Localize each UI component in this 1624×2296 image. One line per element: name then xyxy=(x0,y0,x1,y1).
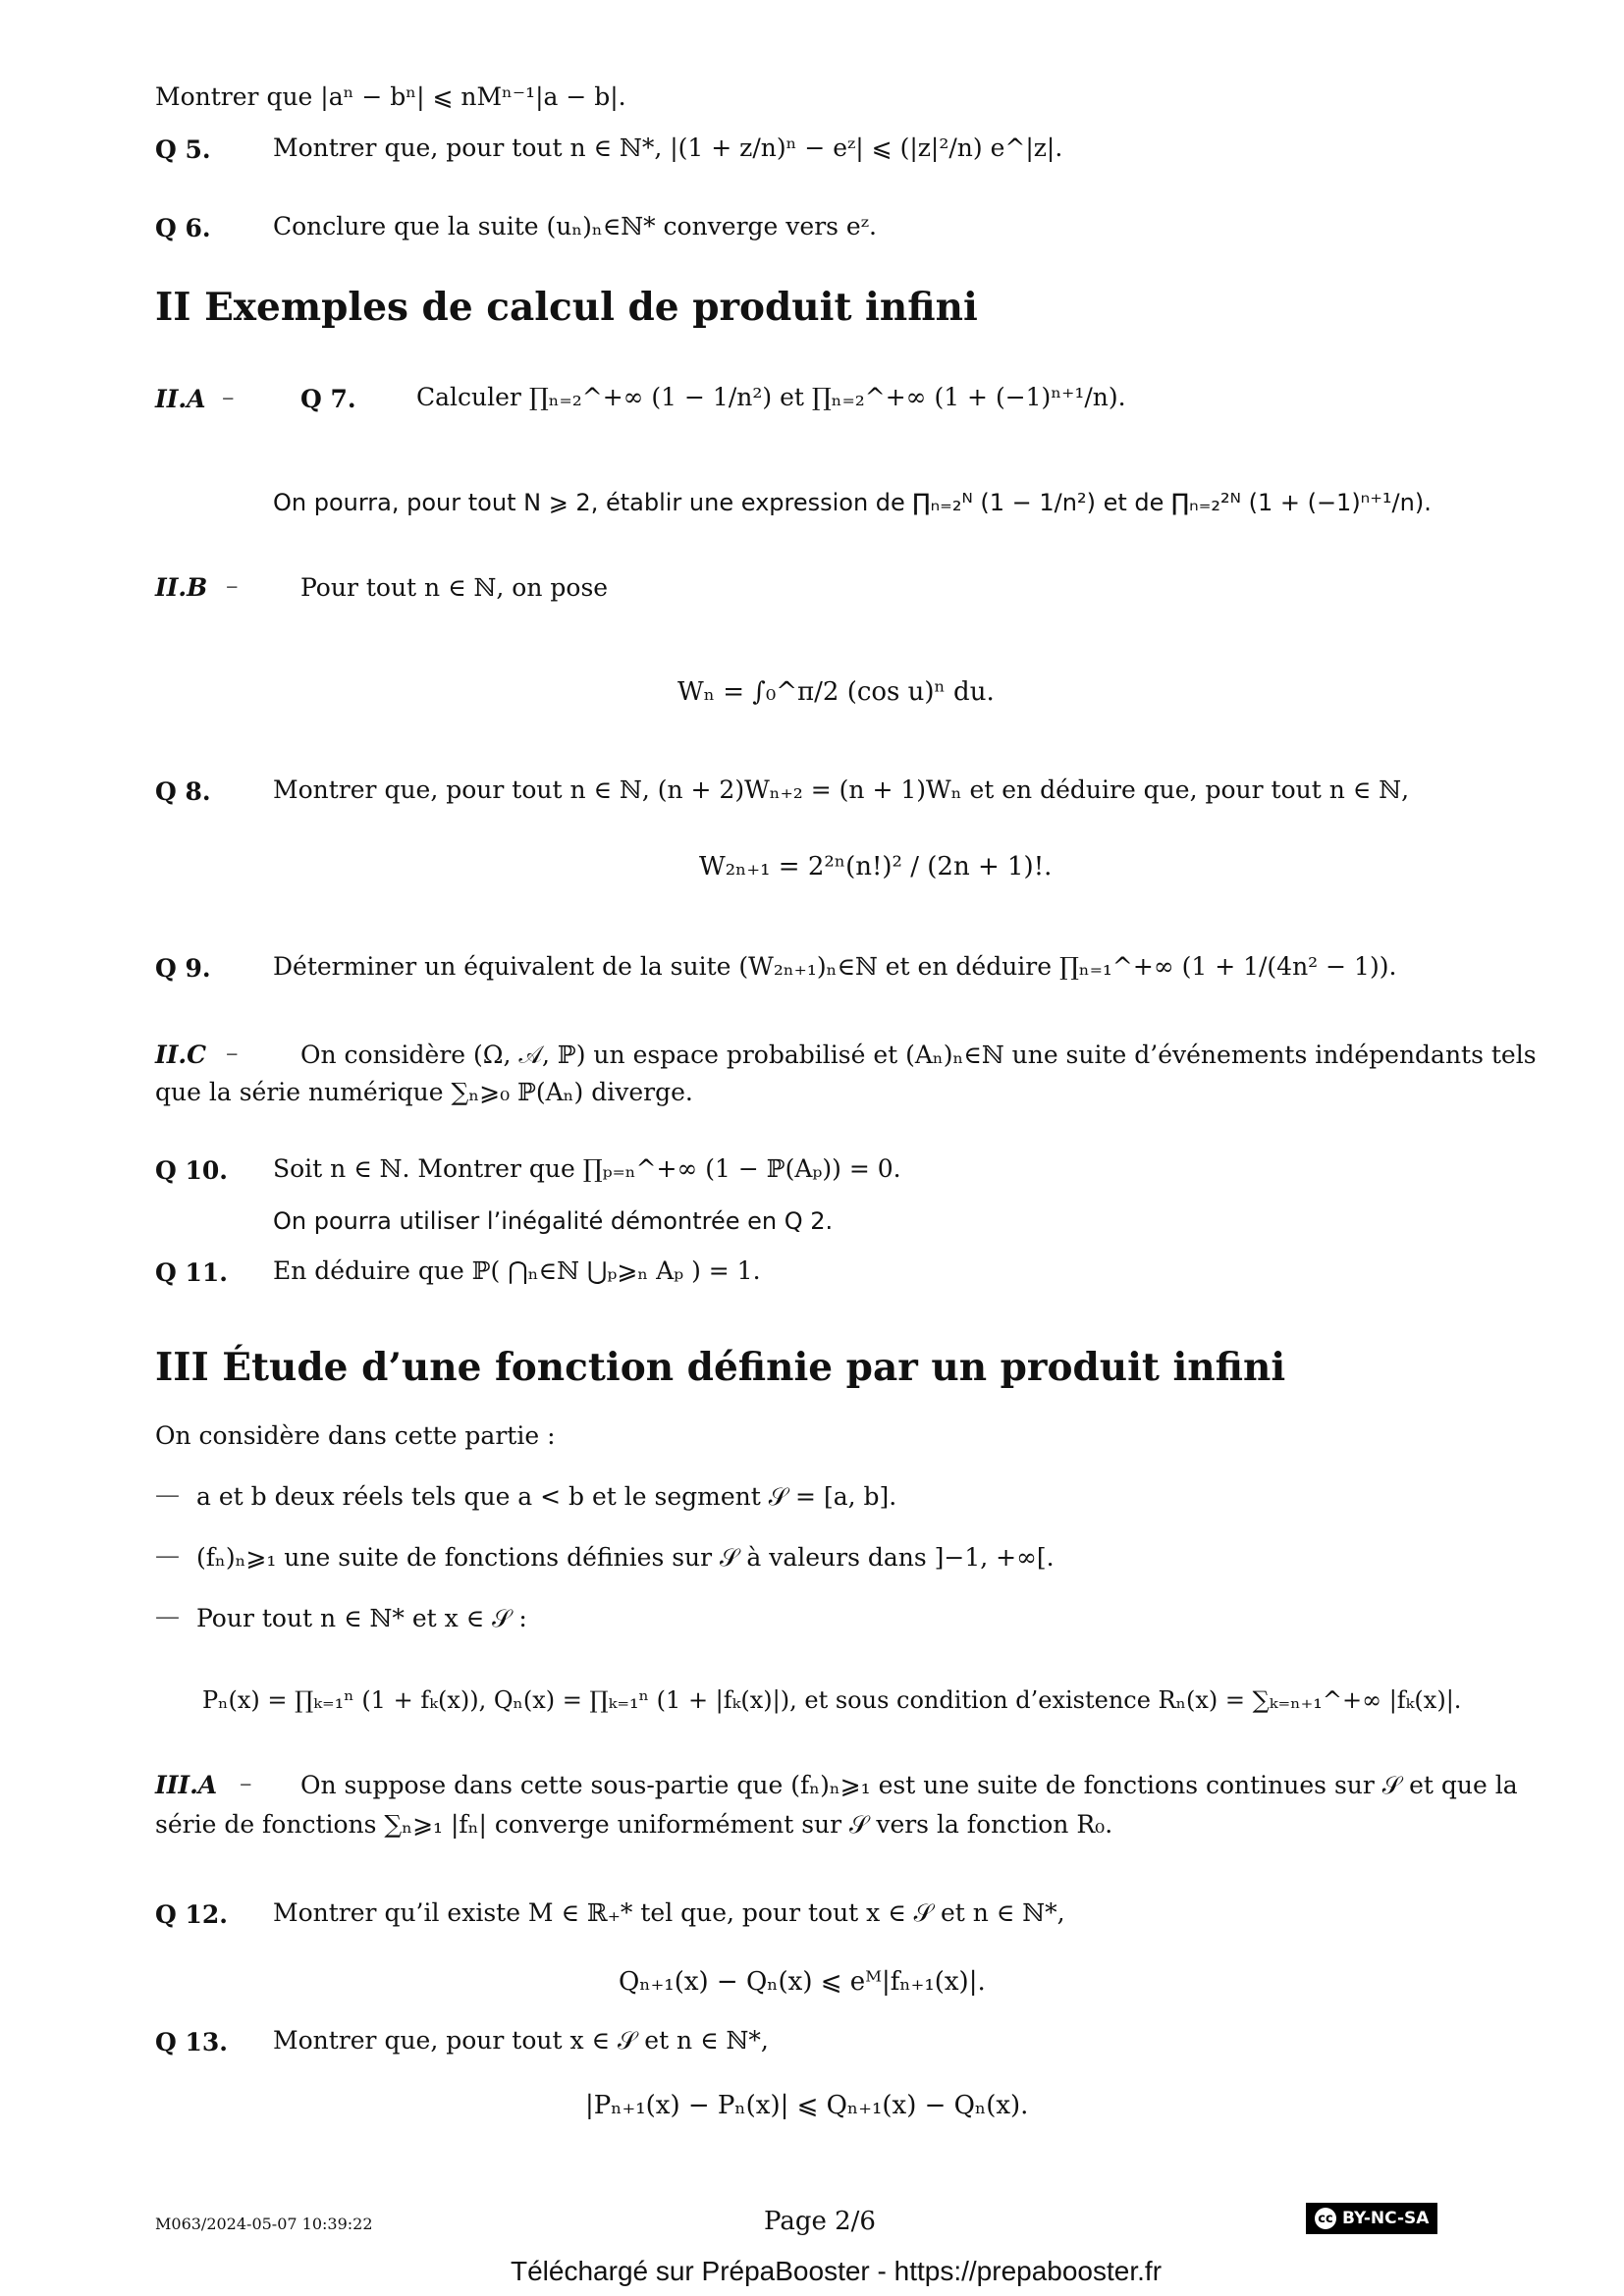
question-8-text: Montrer que, pour tout n ∈ ℕ, (n + 2)Wₙ₊₂ = (n + 1)Wₙ et en déduire que, pour tout n ∈ ℕ, xyxy=(273,775,1410,804)
question-label-6: Q 6. xyxy=(155,214,211,242)
equation-wn: Wₙ = ∫₀^π/2 (cos u)ⁿ du. xyxy=(677,677,995,707)
question-6-text: Conclure que la suite (uₙ)ₙ∈ℕ* converge vers eᶻ. xyxy=(273,212,877,240)
license-badge xyxy=(1306,2203,1437,2234)
subpart-dash: – xyxy=(240,1769,252,1797)
subpart-label-iib: II.B xyxy=(155,573,208,602)
subpart-label-iic: II.C xyxy=(155,1041,206,1069)
creative-commons-icon: cc xyxy=(1315,2208,1336,2229)
section-heading-3: III Étude d’une fonction définie par un produit infini xyxy=(155,1345,1286,1390)
subpart-iic-line-1: On considère (Ω, 𝒜, ℙ) un espace probabilisé et (Aₙ)ₙ∈ℕ une suite d’événements indépendants tels xyxy=(300,1041,1537,1069)
question-11-text: En déduire que ℙ( ⋂ₙ∈ℕ ⋃ₚ⩾ₙ Aₚ ) = 1. xyxy=(273,1256,761,1285)
part-3-intro: On considère dans cette partie : xyxy=(155,1421,556,1450)
question-5-text: Montrer que, pour tout n ∈ ℕ*, |(1 + z/n)ⁿ − eᶻ| ⩽ (|z|²/n) e^|z|. xyxy=(273,133,1063,162)
question-12-text: Montrer qu’il existe M ∈ ℝ₊* tel que, pour tout x ∈ 𝒮 et n ∈ ℕ*, xyxy=(273,1898,1065,1927)
document-code: M063/2024-05-07 10:39:22 xyxy=(155,2215,373,2233)
question-label-9: Q 9. xyxy=(155,954,211,983)
subpart-iiia-line-2: série de fonctions ∑ₙ⩾₁ |fₙ| converge uniformément sur 𝒮 vers la fonction R₀. xyxy=(155,1810,1113,1839)
page-number: Page 2/6 xyxy=(764,2207,876,2236)
section-heading-2: II Exemples de calcul de produit infini xyxy=(155,285,978,330)
equation-q12: Qₙ₊₁(x) − Qₙ(x) ⩽ eᴹ|fₙ₊₁(x)|. xyxy=(619,1967,986,1997)
subpart-dash: – xyxy=(226,571,239,600)
bullet-dash: — xyxy=(155,1480,180,1509)
equation-q13: |Pₙ₊₁(x) − Pₙ(x)| ⩽ Qₙ₊₁(x) − Qₙ(x). xyxy=(585,2091,1029,2120)
subpart-label-iia: II.A xyxy=(155,385,206,413)
question-7-text: Calculer ∏ₙ₌₂^+∞ (1 − 1/n²) et ∏ₙ₌₂^+∞ (1 + (−1)ⁿ⁺¹/n). xyxy=(416,383,1126,411)
bullet-item-1: a et b deux réels tels que a < b et le segment 𝒮 = [a, b]. xyxy=(196,1482,897,1511)
bullet-item-2: (fₙ)ₙ⩾₁ une suite de fonctions définies sur 𝒮 à valeurs dans ]−1, +∞[. xyxy=(196,1543,1055,1572)
question-13-text: Montrer que, pour tout x ∈ 𝒮 et n ∈ ℕ*, xyxy=(273,2026,769,2055)
equation-pn-qn-rn: Pₙ(x) = ∏ₖ₌₁ⁿ (1 + fₖ(x)), Qₙ(x) = ∏ₖ₌₁ⁿ (1 + |fₖ(x)|), et sous condition d’existence Rₙ(x) = ∑ₖ₌ₙ₊₁^+∞ |fₖ(x)|. xyxy=(202,1686,1462,1714)
subpart-dash: – xyxy=(222,383,235,411)
subpart-iic-line-2: que la série numérique ∑ₙ⩾₀ ℙ(Aₙ) diverge. xyxy=(155,1078,693,1106)
equation-w2n1: W₂ₙ₊₁ = 2²ⁿ(n!)² / (2n + 1)!. xyxy=(699,852,1053,881)
question-7-hint: On pourra, pour tout N ⩾ 2, établir une expression de ∏ₙ₌₂ᴺ (1 − 1/n²) et de ∏ₙ₌₂²ᴺ (1 + (−1)ⁿ⁺¹/n). xyxy=(273,489,1432,516)
bullet-item-3: Pour tout n ∈ ℕ* et x ∈ 𝒮 : xyxy=(196,1604,527,1632)
bullet-dash: — xyxy=(155,1541,180,1570)
license-text: BY-NC-SA xyxy=(1342,2209,1430,2228)
question-9-text: Déterminer un équivalent de la suite (W₂ₙ₊₁)ₙ∈ℕ et en déduire ∏ₙ₌₁^+∞ (1 + 1/(4n² − 1)). xyxy=(273,952,1397,981)
subpart-iiia-line-1: On suppose dans cette sous-partie que (fₙ)ₙ⩾₁ est une suite de fonctions continues sur 𝒮 et que la xyxy=(300,1771,1518,1799)
question-label-10: Q 10. xyxy=(155,1156,228,1185)
subpart-iib-text: Pour tout n ∈ ℕ, on pose xyxy=(300,573,609,602)
download-source-link[interactable]: Téléchargé sur PrépaBooster - https://prepabooster.fr xyxy=(511,2256,1163,2286)
question-label-13: Q 13. xyxy=(155,2028,228,2056)
question-label-5: Q 5. xyxy=(155,135,211,164)
question-10-text: Soit n ∈ ℕ. Montrer que ∏ₚ₌ₙ^+∞ (1 − ℙ(Aₚ)) = 0. xyxy=(273,1154,901,1183)
subpart-dash: – xyxy=(226,1039,239,1067)
question-label-8: Q 8. xyxy=(155,777,211,806)
text-line-inequality: Montrer que |aⁿ − bⁿ| ⩽ nMⁿ⁻¹|a − b|. xyxy=(155,82,626,111)
subpart-label-iiia: III.A xyxy=(155,1771,218,1799)
bullet-dash: — xyxy=(155,1602,180,1630)
question-10-hint: On pourra utiliser l’inégalité démontrée en Q 2. xyxy=(273,1207,834,1235)
question-label-11: Q 11. xyxy=(155,1258,228,1287)
question-label-12: Q 12. xyxy=(155,1900,228,1929)
question-label-7: Q 7. xyxy=(300,385,356,413)
